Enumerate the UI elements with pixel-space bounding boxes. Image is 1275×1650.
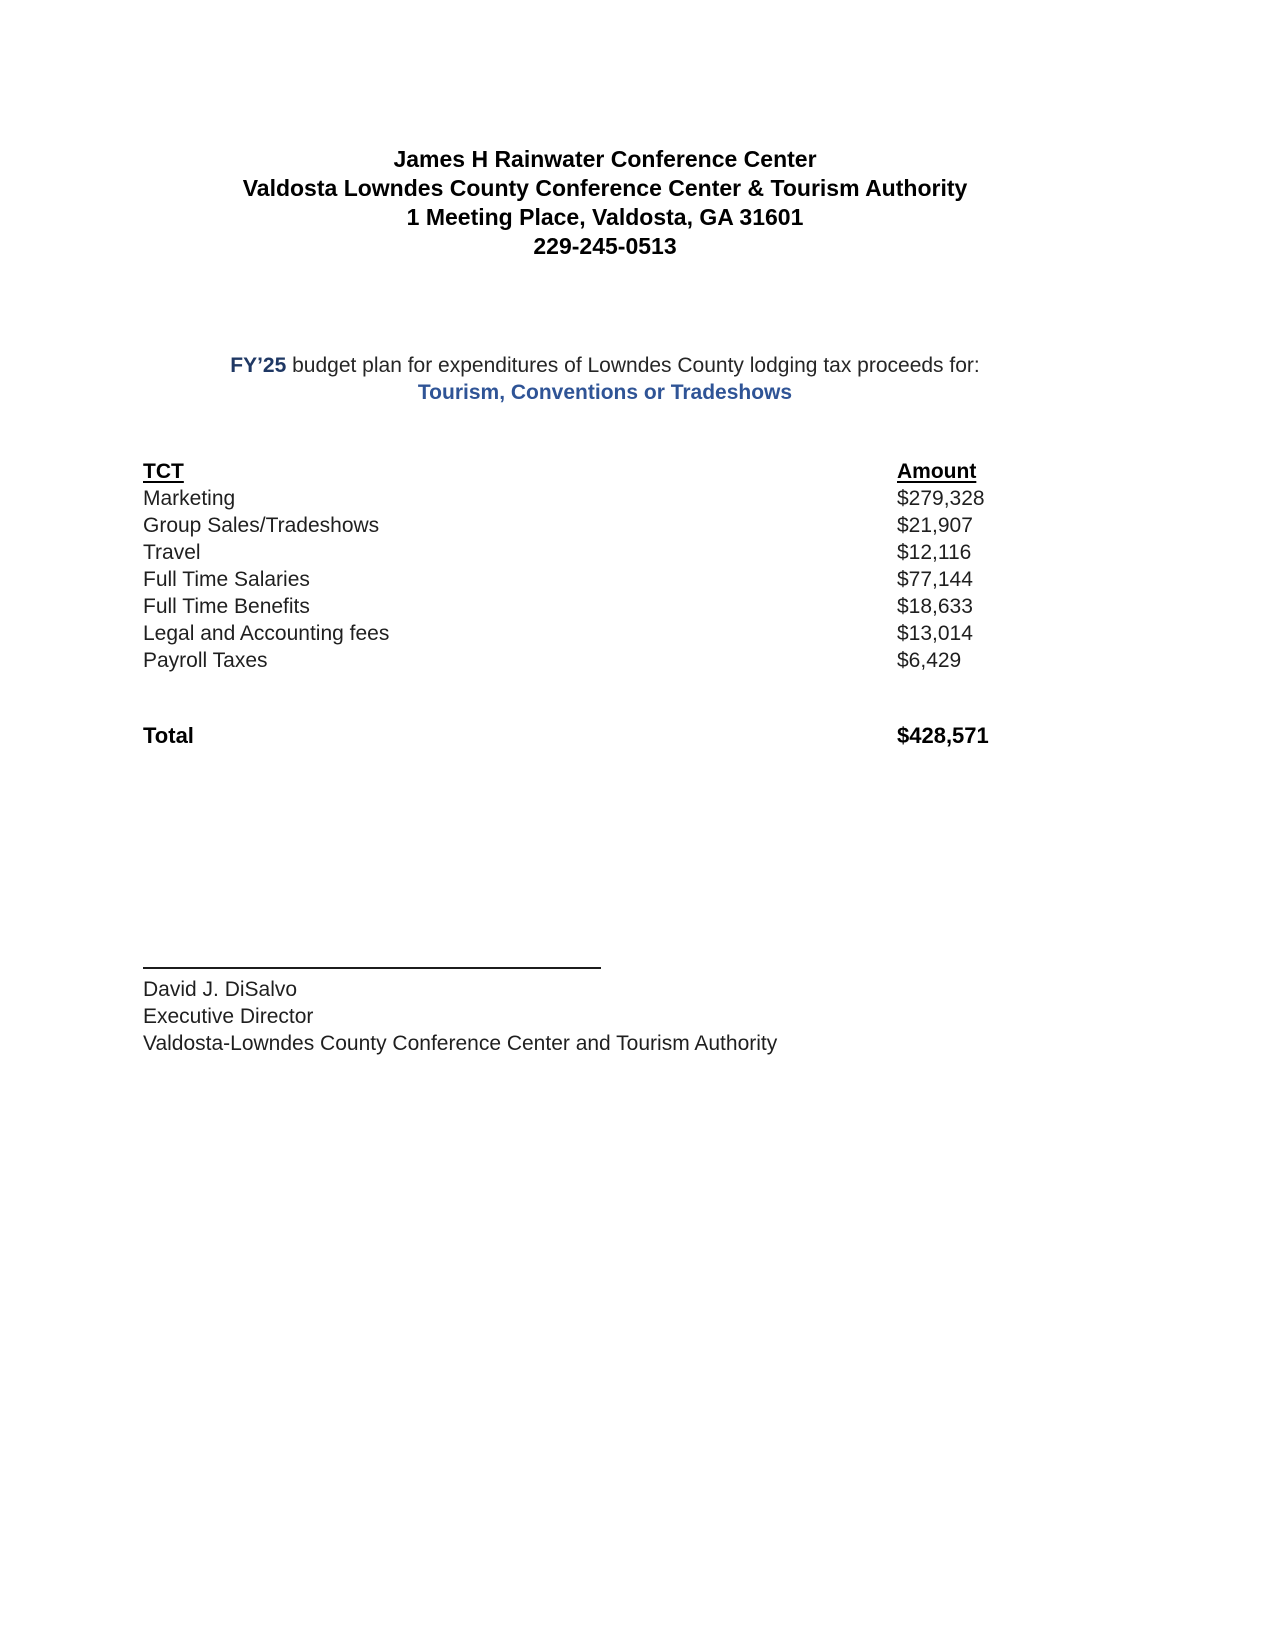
row-amount: $21,907 xyxy=(897,514,973,537)
document-header xyxy=(143,145,1067,261)
table-row xyxy=(143,647,1067,674)
total-amount: $428,571 xyxy=(897,723,989,748)
column-header-amount: Amount xyxy=(897,460,977,483)
table-row xyxy=(143,593,1067,620)
row-amount: $13,014 xyxy=(897,622,973,645)
row-amount: $18,633 xyxy=(897,595,973,618)
signatory-name: David J. DiSalvo xyxy=(143,978,298,1001)
signature-block xyxy=(143,967,1067,1057)
row-label: Full Time Salaries xyxy=(143,568,310,591)
subject-line xyxy=(143,352,1067,379)
row-label: Payroll Taxes xyxy=(143,649,268,672)
table-header-row xyxy=(143,458,1067,485)
table-row xyxy=(143,566,1067,593)
row-label: Group Sales/Tradeshows xyxy=(143,514,380,537)
document-content xyxy=(143,0,1067,1057)
budget-table xyxy=(143,458,1067,674)
authority-name: Valdosta Lowndes County Conference Center & Tourism Authority xyxy=(242,175,968,201)
row-label: Legal and Accounting fees xyxy=(143,622,390,645)
row-amount: $279,328 xyxy=(897,487,985,510)
fiscal-year-label: FY’25 xyxy=(230,354,287,377)
row-label: Travel xyxy=(143,541,201,564)
total-label: Total xyxy=(143,723,194,748)
column-header-tct: TCT xyxy=(143,460,184,483)
total-row xyxy=(143,722,1067,749)
row-amount: $12,116 xyxy=(897,541,972,564)
signature-line xyxy=(143,967,601,969)
org-name: James H Rainwater Conference Center xyxy=(393,146,817,172)
table-row xyxy=(143,539,1067,566)
row-amount: $77,144 xyxy=(897,568,973,591)
row-label: Marketing xyxy=(143,487,236,510)
category-line: Tourism, Conventions or Tradeshows xyxy=(417,381,793,404)
table-row xyxy=(143,485,1067,512)
subject-text: budget plan for expenditures of Lowndes County lodging tax proceeds for: xyxy=(286,354,980,377)
signatory-title: Executive Director xyxy=(143,1005,314,1028)
row-label: Full Time Benefits xyxy=(143,595,310,618)
signatory-org: Valdosta-Lowndes County Conference Center and Tourism Authority xyxy=(143,1032,778,1055)
phone-number: 229-245-0513 xyxy=(533,233,677,259)
table-row xyxy=(143,620,1067,647)
table-row xyxy=(143,512,1067,539)
address-line: 1 Meeting Place, Valdosta, GA 31601 xyxy=(406,204,804,230)
row-amount: $6,429 xyxy=(897,649,962,672)
